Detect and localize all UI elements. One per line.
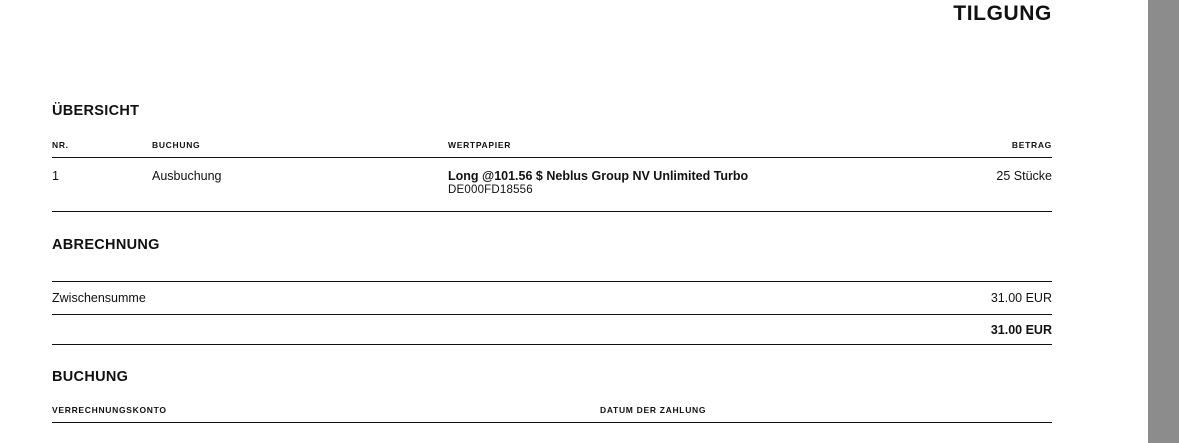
overview-section-heading: ÜBERSICHT	[52, 103, 140, 119]
booking-table	[52, 405, 1052, 423]
overview-col-nr: NR.	[52, 140, 152, 158]
booking-table-header-row	[52, 405, 1052, 423]
overview-cell-wertpapier	[448, 158, 808, 212]
overview-table-header-row	[52, 140, 1052, 158]
overview-col-betrag: BETRAG	[808, 140, 1052, 158]
settlement-subtotal-amount: 31.00 EUR	[552, 281, 1052, 314]
overview-cell-betrag: 25 Stücke	[808, 158, 1052, 212]
scrollbar-gutter[interactable]	[1148, 0, 1179, 443]
security-name: Long @101.56 $ Neblus Group NV Unlimited Turbo	[448, 169, 749, 183]
overview-table	[52, 140, 1052, 212]
settlement-total-label	[52, 314, 552, 344]
settlement-total-amount: 31.00 EUR	[552, 314, 1052, 344]
document-title: TILGUNG	[953, 2, 1052, 25]
overview-col-wertpapier: WERTPAPIER	[448, 140, 808, 158]
settlement-total-row	[52, 314, 1052, 344]
booking-section-heading: BUCHUNG	[52, 368, 129, 385]
booking-col-verrechnungskonto: VERRECHNUNGSKONTO	[52, 405, 600, 423]
booking-col-datum-der-zahlung: DATUM DER ZAHLUNG	[600, 405, 1052, 423]
table-row	[52, 158, 1052, 212]
table-row	[52, 281, 1052, 314]
security-isin: DE000FD18556	[448, 184, 533, 197]
overview-cell-buchung: Ausbuchung	[152, 158, 448, 212]
settlement-table	[52, 281, 1052, 345]
overview-cell-nr: 1	[52, 158, 152, 212]
settlement-subtotal-label: Zwischensumme	[52, 281, 552, 314]
settlement-section-heading: ABRECHNUNG	[52, 236, 160, 253]
document-content	[52, 0, 1052, 423]
overview-col-buchung: BUCHUNG	[152, 140, 448, 158]
